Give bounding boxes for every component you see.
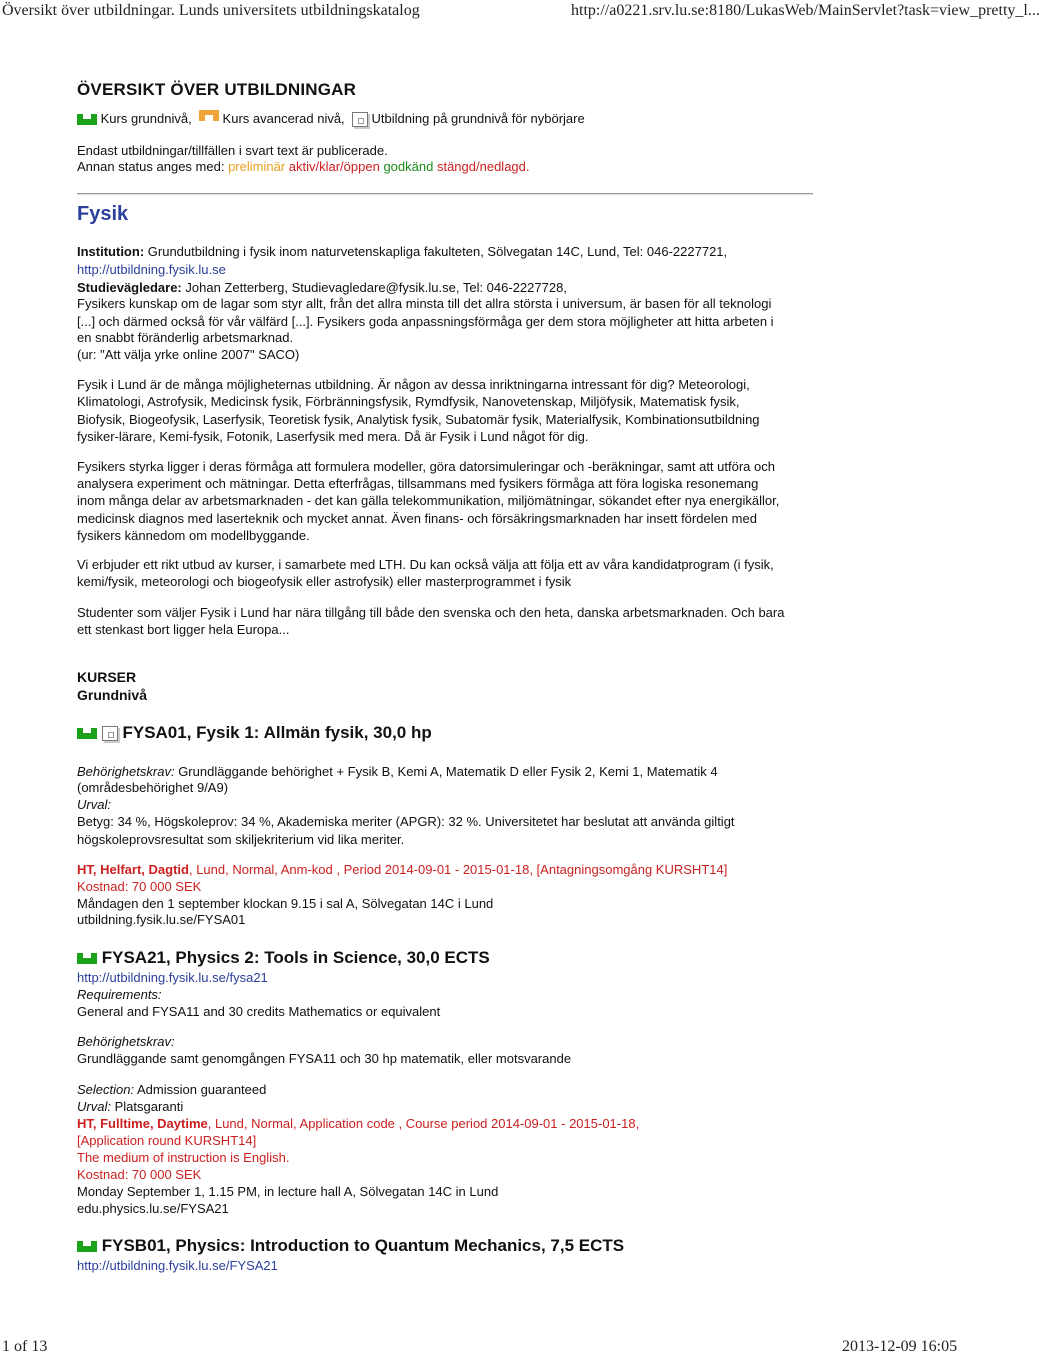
fysa21-session bbox=[77, 1115, 639, 1132]
fysa01-urval-label bbox=[77, 796, 111, 813]
orange-level-icon bbox=[199, 110, 219, 121]
fysa21-link[interactable]: http://utbildning.fysik.lu.se/fysa21 bbox=[77, 970, 268, 985]
page-counter: 1 of 13 bbox=[2, 1338, 48, 1355]
para2-line-5: fysikers kännedom om modellbyggande. bbox=[77, 528, 310, 543]
advisor-label: Studievägledare: bbox=[77, 280, 182, 295]
page-header-url: http://a0221.srv.lu.se:8180/LukasWeb/MainServlet?task=view_pretty_l... bbox=[571, 2, 1040, 19]
fysa01-urval-line1: Betyg: 34 %, Högskoleprov: 34 %, Akademiska meriter (APGR): 32 %. Universitetet har beslutat att använda giltigt bbox=[77, 814, 735, 829]
fysa01-start: Måndagen den 1 september klockan 9.15 i sal A, Sölvegatan 14C i Lund bbox=[77, 896, 494, 911]
para2-line-3: inom många delar av arbetsmarknaden - det kan gälla telekommunikation, miljömätningar, sökandet efter nya energikällor, bbox=[77, 493, 780, 508]
beginner-box-icon bbox=[352, 112, 368, 127]
subject-title: Fysik bbox=[77, 203, 129, 225]
selection-label: Selection: bbox=[77, 1082, 135, 1097]
req-value: Grundläggande behörighet + Fysik B, Kemi A, Matematik D eller Fysik 2, Kemi 1, Matematik 4 bbox=[178, 764, 718, 779]
courses-heading: KURSER bbox=[77, 669, 137, 685]
publish-note: Endast utbildningar/tillfällen i svart text är publicerade. bbox=[77, 143, 388, 158]
advisor-value: Johan Zetterberg, Studievagledare@fysik.lu.se, Tel: 046-2227728, bbox=[185, 280, 567, 295]
green-level-icon bbox=[77, 953, 97, 964]
beginner-box-icon bbox=[102, 726, 118, 741]
legend-advanced: Kurs avancerad nivå, bbox=[222, 111, 345, 126]
selection-value: Admission guaranteed bbox=[137, 1082, 267, 1097]
institution-value: Grundutbildning i fysik inom naturvetenskapliga fakulteten, Sölvegatan 14C, Lund, Tel: 046-2227721, bbox=[147, 244, 728, 259]
fysa21-fee: Kostnad: 70 000 SEK bbox=[77, 1167, 202, 1182]
fysa01-req-line2: (områdesbehörighet 9/A9) bbox=[77, 780, 229, 795]
fysa01-url[interactable]: utbildning.fysik.lu.se/FYSA01 bbox=[77, 912, 246, 927]
status-active: aktiv/klar/öppen bbox=[288, 159, 380, 174]
fysa21-req-en-label bbox=[77, 986, 162, 1003]
course-title-fysa21 bbox=[77, 948, 490, 968]
status-legend bbox=[77, 158, 530, 175]
fysa21-language: The medium of instruction is English. bbox=[77, 1150, 290, 1165]
urval-label: Urval: bbox=[77, 797, 111, 812]
intro-line-4: (ur: "Att välja yrke online 2007" SACO) bbox=[77, 347, 300, 362]
status-preliminary: preliminär bbox=[228, 159, 286, 174]
para3-line-1: Vi erbjuder ett rikt utbud av kurser, i samarbete med LTH. Du kan också välja att följa ett av våra kandidatprogram (i fysik, bbox=[77, 557, 774, 572]
para1-line-1: Fysik i Lund är de många möjligheternas utbildning. Är någon av dessa inriktningarna intressant för dig? Meteorologi, bbox=[77, 377, 750, 392]
session-rest: , Lund, Normal, Anm-kod , Period 2014-09-01 - 2015-01-18, [Antagningsomgång KURSHT14] bbox=[188, 862, 728, 877]
fysa01-requirements bbox=[77, 763, 718, 780]
para2-line-4: medicinsk diagnos med laserteknik och mycket annat. Även finans- och försäkringsmarknaden har insett fördelen med bbox=[77, 511, 757, 526]
urval-label: Urval: bbox=[77, 1099, 111, 1114]
para1-line-4: fysiker-lärare, Kemi-fysik, Fotonik, Laserfysik med mera. Då är Fysik i Lund något för dig. bbox=[77, 429, 589, 444]
green-level-icon bbox=[77, 1241, 97, 1252]
fysa21-req-sv-value: Grundläggande samt genomgången FYSA11 och 30 hp matematik, eller motsvarande bbox=[77, 1051, 572, 1066]
intro-line-3: en snabbt föränderlig arbetsmarknad. bbox=[77, 330, 294, 345]
fysa21-start: Monday September 1, 1.15 PM, in lecture hall A, Sölvegatan 14C in Lund bbox=[77, 1184, 499, 1199]
urval-value: Platsgaranti bbox=[114, 1099, 184, 1114]
para1-line-3: Biofysik, Biogeofysik, Laserfysik, Teoretisk fysik, Analytisk fysik, Subatomär fysik, Materialfysik, Kombinationsutbildning bbox=[77, 412, 760, 427]
course-title-fysa01 bbox=[77, 723, 432, 743]
status-approved: godkänd bbox=[383, 159, 434, 174]
fysa21-req-en-value: General and FYSA11 and 30 credits Mathematics or equivalent bbox=[77, 1004, 441, 1019]
para1-line-2: Klimatologi, Astrofysik, Medicinsk fysik, Förbränningsfysik, Rymdfysik, Nanovetenskap, Miljöfysik, Matematisk fysik, bbox=[77, 394, 740, 409]
para2-line-1: Fysikers styrka ligger i deras förmåga att formulera modeller, göra datorsimuleringar och -beräkningar, samt att utföra och bbox=[77, 459, 775, 474]
print-timestamp: 2013-12-09 16:05 bbox=[842, 1338, 958, 1355]
fysa21-url[interactable]: edu.physics.lu.se/FYSA21 bbox=[77, 1201, 229, 1216]
fysa01-fee: Kostnad: 70 000 SEK bbox=[77, 879, 202, 894]
course-title-fysb01 bbox=[77, 1236, 624, 1256]
intro-line-1: Fysikers kunskap om de lagar som styr allt, från det allra minsta till det allra största i universum, är basen för all teknologi bbox=[77, 296, 772, 311]
fysa01-session bbox=[77, 861, 727, 878]
institution-line bbox=[77, 243, 817, 260]
section-divider bbox=[77, 193, 813, 195]
level-legend bbox=[77, 110, 585, 127]
status-closed: stängd/nedlagd. bbox=[436, 159, 530, 174]
fysb01-link[interactable]: http://utbildning.fysik.lu.se/FYSA21 bbox=[77, 1258, 278, 1273]
page-header-title: Översikt över utbildningar. Lunds universitets utbildningskatalog bbox=[2, 2, 420, 19]
para2-line-2: analysera experiment och mätningar. Detta efterfrågas, tillsammans med fysikers förmåga att föra logiska resonemang bbox=[77, 476, 759, 491]
courses-subheading: Grundnivå bbox=[77, 687, 148, 703]
legend-basic: Kurs grundnivå, bbox=[100, 111, 192, 126]
course-title-text: FYSA21, Physics 2: Tools in Science, 30,0 ECTS bbox=[101, 948, 490, 967]
fysa01-urval-line2: högskoleprovsresultat som skiljekriterium vid lika meriter. bbox=[77, 832, 405, 847]
institution-label: Institution: bbox=[77, 244, 145, 259]
req-en-label: Requirements: bbox=[77, 987, 162, 1002]
course-title-text: FYSA01, Fysik 1: Allmän fysik, 30,0 hp bbox=[122, 723, 432, 742]
green-level-icon bbox=[77, 114, 97, 125]
req-label: Behörighetskrav: bbox=[77, 764, 175, 779]
session-bold: HT, Fulltime, Daytime bbox=[77, 1116, 208, 1131]
para4-line-1: Studenter som väljer Fysik i Lund har nära tillgång till både den svenska och den heta, danska arbetsmarknaden. Och bara bbox=[77, 605, 785, 620]
para3-line-2: kemi/fysik, meteorologi och biogeofysik eller astrofysik) eller masterprogrammet i fysik bbox=[77, 574, 572, 589]
req-sv-label: Behörighetskrav: bbox=[77, 1034, 175, 1049]
status-prefix: Annan status anges med: bbox=[77, 159, 225, 174]
fysa21-req-sv-label bbox=[77, 1033, 175, 1050]
legend-beginner: Utbildning på grundnivå för nybörjare bbox=[371, 111, 585, 126]
fysa21-urval bbox=[77, 1098, 183, 1115]
green-level-icon bbox=[77, 728, 97, 739]
institution-link[interactable]: http://utbildning.fysik.lu.se bbox=[77, 262, 226, 277]
fysa21-session-line2: [Application round KURSHT14] bbox=[77, 1133, 257, 1148]
session-bold: HT, Helfart, Dagtid bbox=[77, 862, 189, 877]
para4-line-2: ett stenkast bort ligger hela Europa... bbox=[77, 622, 290, 637]
advisor-line bbox=[77, 279, 567, 296]
course-title-text: FYSB01, Physics: Introduction to Quantum Mechanics, 7,5 ECTS bbox=[101, 1236, 625, 1255]
session-rest: , Lund, Normal, Application code , Course period 2014-09-01 - 2015-01-18, bbox=[207, 1116, 640, 1131]
fysa21-selection bbox=[77, 1081, 266, 1098]
overview-heading: ÖVERSIKT ÖVER UTBILDNINGAR bbox=[77, 80, 357, 99]
intro-line-2: [...] och därmed också för vår välfärd [...]. Fysikers goda anpassningsförmåga ger dem stora möjligheter att hitta arbeten i bbox=[77, 314, 774, 329]
